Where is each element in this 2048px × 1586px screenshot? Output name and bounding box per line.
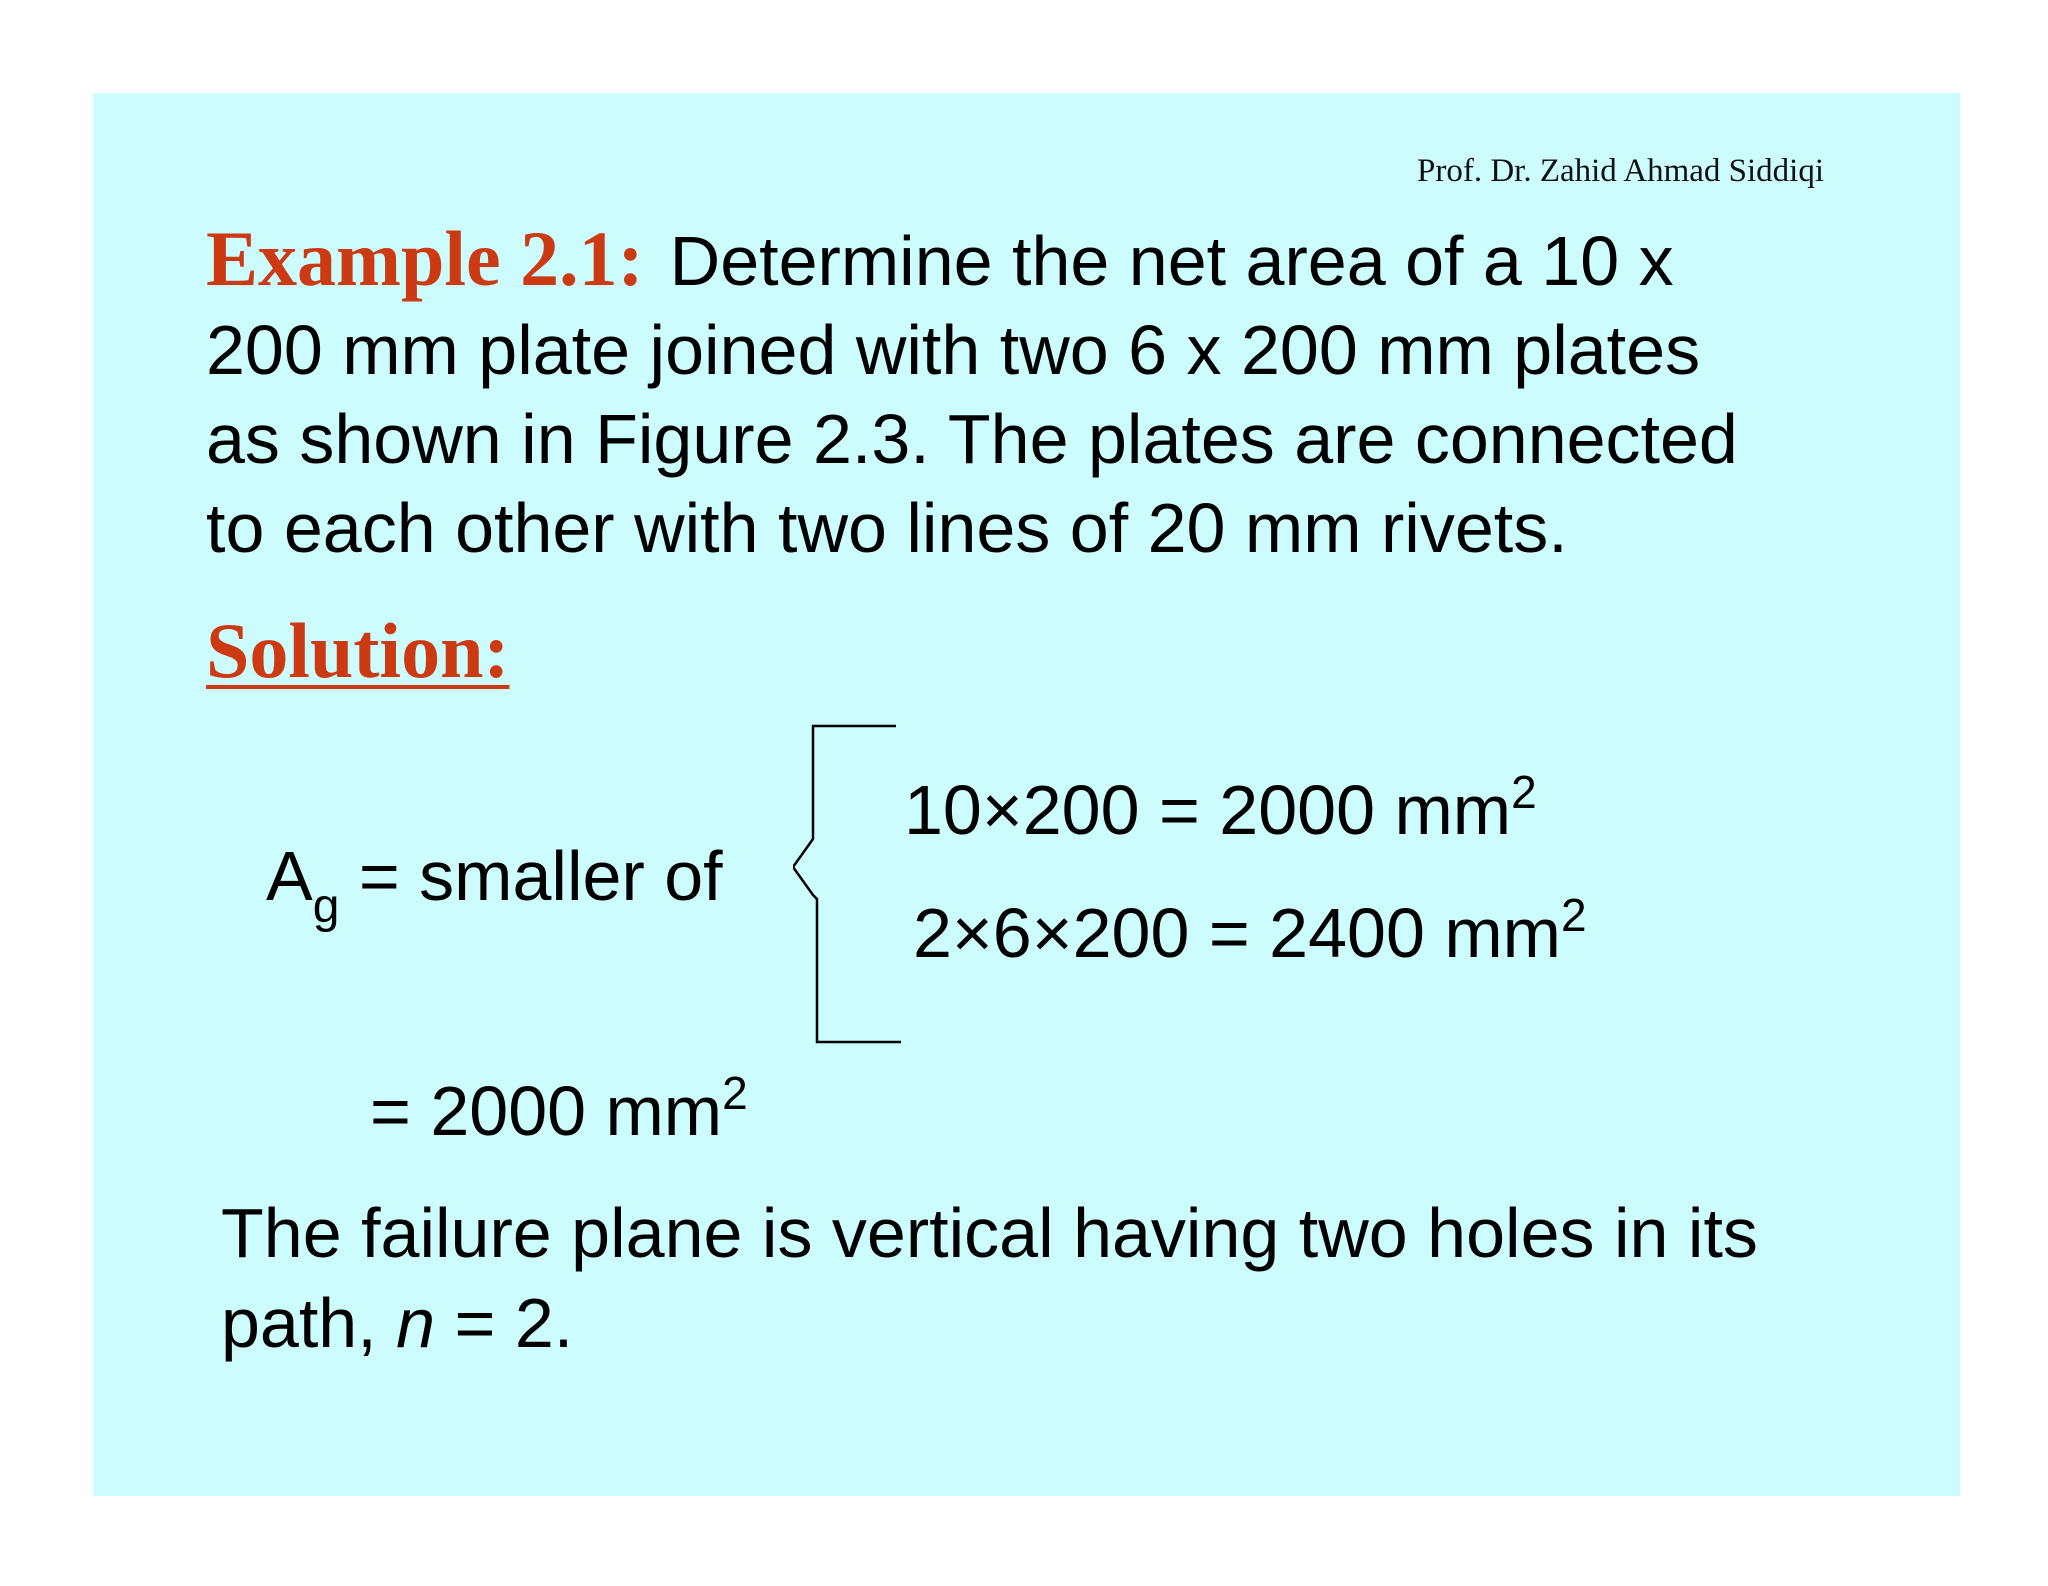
problem-text-1: Determine the net area of a 10 x	[669, 222, 1674, 300]
author-credit: Prof. Dr. Zahid Ahmad Siddiqi	[1417, 153, 1824, 189]
problem-line-3: as shown in Figure 2.3. The plates are connected	[206, 400, 1738, 478]
result-exponent: 2	[722, 1067, 748, 1119]
gross-area-label	[266, 836, 723, 933]
option-1-exponent: 2	[1511, 766, 1537, 818]
option-2-text: 2×6×200 = 2400 mm	[913, 894, 1561, 972]
failure-line-1: The failure plane is vertical having two holes in its	[221, 1194, 1758, 1272]
example-label: Example 2.1:	[206, 215, 644, 302]
failure-plane-note	[221, 1188, 1758, 1368]
problem-line-1	[206, 214, 1866, 306]
failure-suffix: = 2.	[435, 1284, 574, 1362]
result-text: = 2000 mm	[370, 1072, 723, 1150]
result-expression	[370, 1067, 748, 1151]
ag-text: = smaller of	[339, 837, 723, 915]
problem-line-4: to each other with two lines of 20 mm rivets.	[206, 489, 1568, 567]
ag-subscript: g	[312, 880, 340, 933]
variable-n: n	[396, 1284, 436, 1362]
slide	[93, 93, 1960, 1496]
option-1-expression	[904, 766, 1537, 850]
ag-symbol: A	[266, 837, 313, 915]
failure-line-2	[221, 1278, 1758, 1368]
problem-statement	[206, 214, 1866, 573]
failure-prefix: path,	[221, 1284, 397, 1362]
option-1-text: 10×200 = 2000 mm	[904, 771, 1512, 849]
problem-line-2: 200 mm plate joined with two 6 x 200 mm plates	[206, 311, 1701, 389]
solution-heading: Solution:	[206, 607, 510, 694]
option-2-expression	[913, 889, 1587, 973]
option-2-exponent: 2	[1560, 889, 1587, 941]
